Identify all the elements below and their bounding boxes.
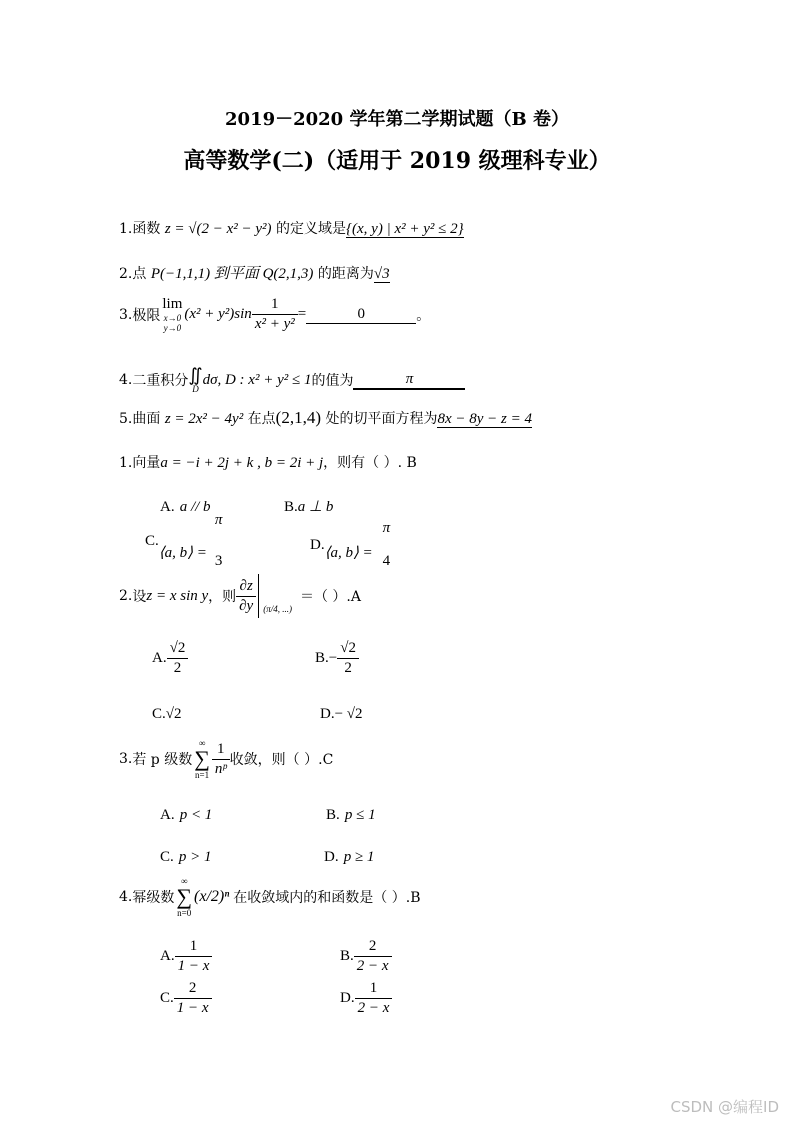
sum-icon: ∞ ∑ n=1 (194, 738, 210, 780)
question-number: 3. (119, 751, 133, 767)
fill-question-4 (119, 366, 465, 394)
option-c: C.√2 (152, 706, 182, 722)
question-text: 。 (416, 307, 431, 324)
option-a: A. a // b (160, 499, 211, 515)
exam-title: 2019－2020 学年第二学期试题（B 卷） (225, 109, 569, 130)
double-integral-icon: ∬ D (188, 365, 203, 394)
option-a: A. $\frac{1}{1 - x}$ (160, 938, 212, 975)
fill-question-1 (119, 218, 464, 238)
mcq-question-2 (119, 574, 361, 618)
question-number: 5. (119, 411, 133, 427)
question-text: 处的切平面方程为 (321, 411, 438, 427)
question-formula: z = 2x² − 4y² (164, 411, 244, 427)
question-formula: z = √(2 − x² − y²) (164, 221, 272, 237)
question-number: 4. (119, 372, 133, 388)
evaluation-point: (π/4, ...) (263, 604, 292, 614)
option-d: D.− √2 (320, 706, 363, 722)
answer-blank: π (353, 371, 465, 390)
answer-blank: {(x, y) | x² + y² ≤ 2} (346, 221, 464, 237)
question-number: 3. (119, 306, 133, 323)
option-a: A. $\frac{√2}{2}$ (152, 640, 188, 677)
option-d: D. p ≥ 1 (324, 849, 375, 865)
limit-subscript: x→0 (163, 313, 182, 323)
question-text: 点 (132, 266, 151, 282)
question-text: 幂级数 (132, 890, 175, 906)
fill-question-2 (119, 262, 390, 283)
equals-sign: = (297, 306, 307, 322)
question-formula: z = x sin y (146, 587, 209, 604)
limit-subscript: y→0 (163, 323, 182, 333)
question-formula: a = −i + 2j + k , b = 2i + j (160, 455, 324, 471)
question-text: 若 p 级数 (132, 752, 193, 768)
question-text: 函数 (132, 221, 165, 237)
mcq-question-4 (119, 876, 421, 918)
option-b: B. p ≤ 1 (326, 807, 376, 823)
option-c: C. $\frac{2}{1 - x}$ (160, 980, 212, 1017)
question-point: (2,1,4) (275, 408, 321, 427)
question-formula: P(−1,1,1) 到平面 Q(2,1,3) (150, 266, 314, 282)
question-number: 2. (119, 266, 133, 282)
answer-blank: √3 (373, 266, 390, 282)
question-text: ，则 (208, 589, 237, 605)
question-text: 极限 (132, 307, 161, 324)
question-text: 在点 (243, 411, 276, 427)
series-term: (x/2)ⁿ (194, 888, 230, 905)
option-c: C. ⟨a, b⟩ = π 3 (145, 512, 223, 569)
question-text: ＝（ ）.A (299, 589, 361, 605)
fraction: $\frac{1}{\text{x² + y²}}$ (252, 296, 298, 333)
answer-blank: 0 (306, 306, 416, 324)
question-number: 4. (119, 889, 133, 905)
mcq-question-3: 3. 若 p 级数 ∞ ∑ n=1 $\frac{1}{\text{nᵖ}}$ 收敛，则（ ）.C (119, 738, 334, 780)
question-text: 的距离为 (313, 266, 374, 282)
question-text: 的值为 (311, 373, 354, 389)
watermark: CSDN @编程ID (670, 1098, 779, 1116)
question-number: 2. (119, 588, 133, 604)
course-title: 高等数学(二)（适用于 2019 级理科专业） (183, 148, 611, 174)
question-text: 二重积分 (132, 373, 189, 389)
option-b: B.a ⊥ b (284, 499, 334, 515)
option-a: A. p < 1 (160, 807, 213, 823)
option-d: D. $\frac{1}{2 - x}$ (340, 980, 392, 1017)
question-formula: (x² + y²)sin (184, 306, 252, 322)
question-text: 设 (132, 589, 147, 605)
question-number: 1. (119, 455, 133, 471)
question-text: 向量 (132, 455, 161, 471)
option-b: B. $\frac{2}{2 - x}$ (340, 938, 392, 975)
question-text: ，则有（ ）. B (323, 455, 417, 471)
question-text: 收敛，则（ ）.C (229, 752, 334, 768)
question-text: 在收敛域内的和函数是（ ）.B (233, 890, 421, 906)
partial-derivative: $\frac{\partial z}{\partial y}$ (236, 578, 256, 615)
question-number: 1. (119, 221, 133, 237)
fill-question-5 (119, 408, 532, 428)
sum-icon: ∞ ∑ n=0 (176, 876, 193, 918)
integral-domain: D (192, 384, 199, 394)
fill-question-3 (119, 296, 430, 333)
question-text: 曲面 (132, 411, 165, 427)
limit-operator: lim x→0 y→0 (162, 296, 183, 333)
answer-blank: 8x − 8y − z = 4 (437, 411, 532, 427)
question-formula: dσ, D : x² + y² ≤ 1 (202, 371, 312, 388)
option-b: B. − $\frac{√2}{2}$ (315, 640, 359, 677)
option-c: C. p > 1 (160, 849, 212, 865)
option-d: D. ⟨a, b⟩ = π 4 (310, 520, 391, 569)
mcq-question-1 (119, 452, 417, 472)
question-text: 的定义域是 (271, 221, 347, 237)
